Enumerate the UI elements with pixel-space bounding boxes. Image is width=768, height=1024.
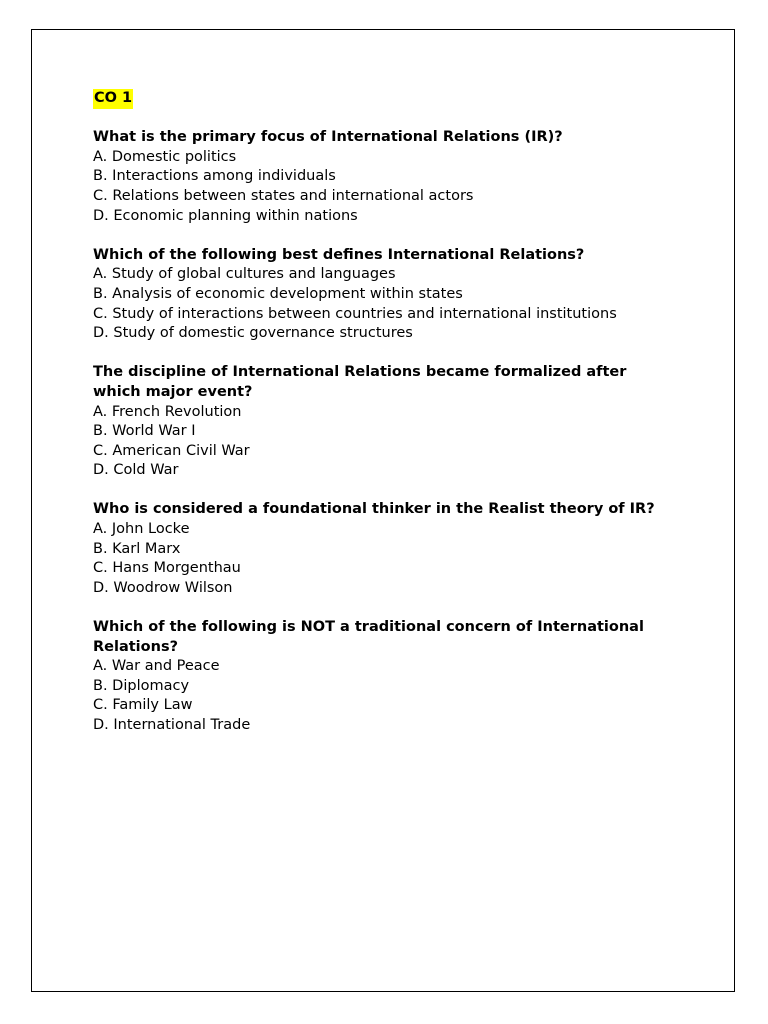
question-5-text: Which of the following is NOT a traditional concern of International Relations? xyxy=(93,619,644,655)
question-5-option-b: B. Diplomacy xyxy=(93,677,190,694)
question-3-text: The discipline of International Relations became formalized after which major event? xyxy=(93,364,627,400)
question-4-option-a: A. John Locke xyxy=(93,521,190,538)
section-label: CO 1 xyxy=(93,89,133,109)
section-header xyxy=(93,87,673,109)
question-1-option-d: D. Economic planning within nations xyxy=(93,207,358,224)
question-3-option-c: C. American Civil War xyxy=(93,442,250,459)
question-4-text: Who is considered a foundational thinker in the Realist theory of IR? xyxy=(93,501,655,518)
question-block-4 xyxy=(93,500,673,598)
question-3-option-d: D. Cold War xyxy=(93,462,179,479)
question-3-option-a: A. French Revolution xyxy=(93,403,242,420)
question-2-option-a: A. Study of global cultures and languages xyxy=(93,266,396,283)
question-block-1 xyxy=(93,128,673,226)
question-block-5 xyxy=(93,618,673,736)
question-block-3 xyxy=(93,363,673,481)
question-4-option-c: C. Hans Morgenthau xyxy=(93,560,241,577)
question-1-option-c: C. Relations between states and international actors xyxy=(93,187,474,204)
question-4-option-d: D. Woodrow Wilson xyxy=(93,579,233,596)
question-1-option-a: A. Domestic politics xyxy=(93,148,237,165)
question-5-option-d: D. International Trade xyxy=(93,717,251,733)
question-4-option-b: B. Karl Marx xyxy=(93,540,181,557)
question-1-text: What is the primary focus of International Relations (IR)? xyxy=(93,129,563,146)
page-content xyxy=(93,87,673,736)
question-3-option-b: B. World War I xyxy=(93,423,196,440)
question-2-option-d: D. Study of domestic governance structures xyxy=(93,325,413,342)
question-5-option-a: A. War and Peace xyxy=(93,658,220,675)
question-2-text: Which of the following best defines International Relations? xyxy=(93,246,585,263)
question-2-option-b: B. Analysis of economic development within states xyxy=(93,285,463,302)
question-1-option-b: B. Interactions among individuals xyxy=(93,168,336,185)
document-page xyxy=(31,29,735,992)
question-2-option-c: C. Study of interactions between countries and international institutions xyxy=(93,305,617,322)
question-block-2 xyxy=(93,246,673,344)
question-5-option-c: C. Family Law xyxy=(93,697,193,714)
